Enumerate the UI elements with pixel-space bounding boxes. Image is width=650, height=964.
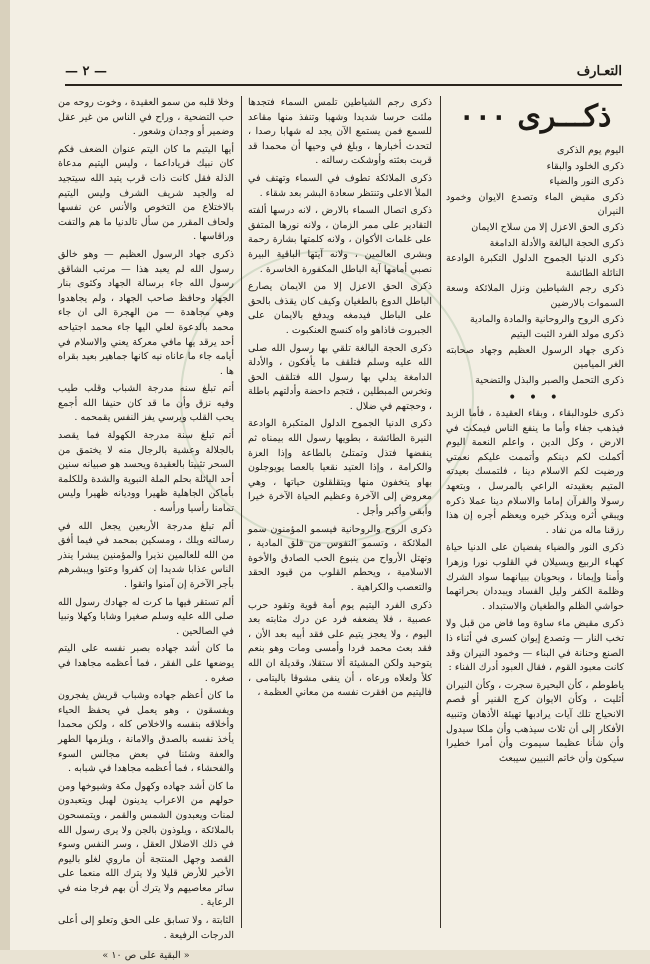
paragraph: ياطوطم ، كأن البحيرة سجرت ، وكأن النيران أثليت ، وكأن الايوان كرج القنير أو قصم الانحياج تلك آيات يرادبها تهيئة الأذهان وتنبيه الأفكار إلى أن ثلاث سيذهب وأن ملكا سيدول وأن شأنا عظيما سيموت وأن أمرا خطيرا سيكون وأن خاتم النبيين سيبعث [446, 679, 624, 764]
article-title: ذكـــرى ٠٠٠ [458, 99, 612, 134]
paragraph: ألم تبلغ مدرجة الأربعين يجعل الله في رسالته ويلك ، ومسكين بمحمد في فيما أفق من الله للعالمين نذيرا والمؤمنين يبشرا ينذر الناس عذابا شديدا إن كفروا وعتوا ويبشرهم بأجر الآخرة إن آمنوا واتقوا . [58, 520, 234, 590]
list-item: ذكرى النور والضياء [549, 176, 624, 188]
left-column [58, 96, 234, 962]
list-item: ذكرى مقيض الماء وتصدع الايوان وخمود النيران [446, 191, 624, 218]
page-header [65, 58, 622, 86]
paragraph: ذكرى الملائكة تطوف في السماء وتهتف في الملأ الاعلى وتنتظر سعادة البشر بعد شقاء . [248, 172, 432, 199]
list-item: ذكرى جهاد الرسول العظيم وجهاد صحابته الغر الميامين [446, 344, 624, 371]
list-item: ذكرى الخلود والبقاء [546, 160, 624, 172]
paragraph: ذكرى الفرد اليتيم يوم أمة قوية وتقود حرب عصبية ، فلا يضعفه فرد عن درك مثابته بعد اليوم ، ولا يعجز يتيم على فقد أبيه بعد الأن ، فقد بعث محمد فردا وأمسى ومات وهو بنعم يتوحيد ولكن المشيئة ألا ستقلا، وقديلة ان الله كلأ ولعلاه ورعاه ، أن ينفى مشوقا باليتامى ، فاليتيم من افقرت نفسه من معاني العظمة ، [248, 599, 432, 699]
list-item: ذكرى رجم الشياطين ونزل الملائكة وسعة السموات بالارضين [446, 283, 624, 309]
list-item: ذكرى الحجة البالغة والأدلة الدامغة [489, 237, 624, 249]
paragraph: أتم تبلغ سنه مدرجة الشباب وقلب طيب وفيه نزق وأن ما قد كان حنيفا الله أجمع يحب القلب ويرسي يفز النفس يقمحمه . [58, 383, 234, 424]
paragraph: ذكرى الروح والروحانية فيسمو المؤمنون سمو الملائكة ، وتسمو النفوس من قلق المادية ، وتهتل الأرواح من ينبوع الحب الصادق والأخوة الاسلامية ، ويحطم القلوب من قيود الحقد والتعصب والكراهية . [248, 523, 432, 593]
paragraph: أتم تبلغ سنة مدرجة الكهولة فما يقصد بالجلالة وعشية بالرجال منه لا يختمق من السحر تثبيتا بالعقيدة ويحسد هو صبيانه سنين أحد الباثلة بحلم الملة النبوية والشدة وللكلمة بأماكن الجاهلية ظهيرا ووديانه ظهيرا وليس تمامنا رأسيا ورأسه . [58, 430, 234, 515]
magazine-title: التعـارف [576, 63, 622, 79]
paragraph: ما كان أشد جهاده وكهول مكة وشيوخها ومن حولهم من الاعراب يدينون لهبل ويتعبدون لمنات ويعبدون الشمس والقمر ، ويتمسحون بالملائكة ، ويلوذون بالجن ولا يرى رسول الله في ذلك الاضلال العقل ، وسر النفس وسوء القصد وجهل المنتجة أن ماروي لغلو باليوم الأخير للأرض قليلا ولا يترك الله منعما على سائر معاصيهم ولا يترك أن بهم فرجا منه في الرعاية . [58, 780, 234, 909]
section-separator: • • • [508, 389, 562, 406]
list-item: ذكرى الروح والروحانية والمادة والمادية [469, 313, 624, 325]
continued-note: « البقية على ص ١٠ » [102, 950, 190, 962]
list-item: ذكرى الدنيا الجموح الدلول التكبرة الوادعة النائلة الطائشة [446, 253, 624, 279]
paragraph: ما كان أعظم جهاده وشباب قريش يفجرون ويفسقون ، وهو يعمل في يحفظ الحياء وأخلاقه بنفسه والاخلاص كله ، ولكن محمدا يأخذ نفسه بالصدق والامانة ، ويلزمها الطهر والعفة وشئنا في بعض مجالس السوء والفحشاء ، فما أعظمه مجاهدا في شبابه . [58, 690, 234, 775]
right-column [446, 96, 624, 928]
paragraph: ذكرى الدنيا الجموح الدلول المتكبرة الوادعة النيرة الطائشة ، بطويها رسول الله بيمناه ثم ينفضها فتذل وتمتلئ بالطاعة وإذا العزة والكرامة ، وإذا العتيد نقعيا بالعصا يويوجلون بهاو يتخفون منها ويتقلقلون حياتها ، وهي معروض إلى الآخرة وعظيم الحياة الآخرة خيرا وأبقى وأكبر وأجل . [248, 418, 432, 518]
middle-column [248, 96, 432, 928]
paragraph: ما كان أشد جهاده بصبر نفسه على اليتم يوضعها على الفقر ، فما أعظمه مجاهدا في صغره . [58, 643, 234, 684]
list-item: ذكرى مولد الفرد الثبت اليتيم [510, 329, 624, 341]
paragraph: ذكرى خلودالبقاء ، وبقاء العقيدة ، فأما الزبد فيذهب جفاء وأما ما ينفع الناس فيمكث في الارض ، وكل الدين ، واعلم النعمة اليوم أكملت لكم دينكم وأتممت عليكم نعمتي ورضيت لكم الاسلام دينا ، فلتمسك بعيدته المتيم بعقيدته الراعي بالمرسل ، وبتعهد رسولا والقرآن إماما والاسلام دينا عملا ذكره ويبقي أثره ويذكر خيره ويعظم أجره إن هذا رزقنا ماله من نفاد . [446, 408, 624, 536]
remembrance-list [446, 144, 624, 389]
paragraph: ذكرى جهاد الرسول العظيم — وهو خالق رسول الله لم يعبد هذا — مرتب الشاقق رسول الله جاء برسالة الجهاد وكثوى بنار الجهاد وحافظ صاحب الجهاد ، ولم يجاهدوا وهي مجاهدة — من الهجرة الى ان جاء محمد بالدعوة لعلي اليها جاء محمد اجتياحه أحد يرقد يها مافي معركة يعني والاسلام في أيامه جاء ما عاناه نيه كانها جماهير بعيد بقراه ها . [58, 248, 234, 377]
paragraph: الثابتة ، ولا تسابق على الحق وتعلو إلى أعلى الدرجات الرفيعة . [58, 915, 234, 941]
paragraph: ألم تستقر فيها ما كرت له جهادك رسول الله صلى الله عليه وسلم صغيرا وشابا وكهلا ونبيا في الصالحين . [58, 596, 234, 637]
list-item: ذكرى الحق الاعزل إلا من سلاح الايمان [471, 221, 624, 233]
paragraph: ذكرى الحجة البالغة تلقي بها رسول الله صلى الله عليه وسلم فتلقف ما يأفكون ، والأدلة الدامغة يدلي بها رسول الله فتلقف الحق وتخرس المبطلين ، فتجم داحضة وأدلتهم باطلة ، وحجتهم في ضلال . [248, 342, 432, 412]
paragraph: وخلا قلبه من سمو العقيدة ، وخوت روحه من حب التضحية ، وراح في الناس من غير عقل وضمير أو وجدان وشعور . [58, 97, 234, 138]
paragraph: أيها اليتيم ما كان اليتم عنوان الضعف فكم كان نبيك فرياداعما ، وليس اليتيم مدعاة الذلة فقل كانت ذات قرب يتيد الله سيتجيد له والجيد شريف الشرف وليس اليتيم بالاختلاع من التخوص والأنس عن نفسها ولحاف المقرر من سأل تالدنيا ما هم والتفت وراقاسها . [58, 143, 234, 243]
list-item: ذكرى التحمل والصبر والبذل والتضحية [475, 374, 624, 386]
paragraph: ذكرى اتصال السماء بالارض ، لانه درسها ألفته التقادير على ممر الزمان ، ولانه نورها المتفق على غلمات الأكوان ، ولانه كلمتها بشارة رحمة وبشرى العالمين ، ولانه آيتها الباقية البيرة نصبي أمامها آية الباطل المكفورة الخاسرة . [248, 205, 432, 275]
paragraph: ذكرى مقيض ماء ساوة وما فاض من قبل ولا تخب النار — وتصدع إيوان كسرى في أثناء ذا الصنع وحنانة في البناء — وخمود النيران وقد كانت معبود القوم ، فقال العبود أدرك الفناء : [446, 618, 624, 674]
paragraph: ذكرى رجم الشياطين تلمس السماء فتجدها ملئت حرسا شديدا وشهبا وتنفذ منها مقاعد للسمع فمن يستمع الآن يجد له شهابا رصدا ، لتحدث أخبارها ، وبلغ في وحيها أن محمدا قد قربت بعثته وأوشكت رسالته . [248, 97, 432, 167]
paragraph: ذكرى الحق الاعزل إلا من الايمان يصارع الباطل الدوع بالطغيان وكيف كان يقذف بالحق على الباطل فيدمغه ويدفع بالايمان على الجبروت فاذاهو واه كنسج العنكبوت . [248, 281, 432, 336]
paragraph: ذكرى النور والضياء يفضيان على الدنيا حياة كهباء الربيع ويسيلان في القلوب نورا وزهرا وأمنا وإيمانا ، وبحويان ببيانهما سواد الشرك وظلمة الكفر وليل الفساد ويبددان بحراتهما حواشي الظلم والطغيان والاستبداد . [446, 542, 624, 612]
page-number: — ٢ — [65, 63, 108, 79]
column-divider [440, 96, 441, 928]
list-item: اليوم يوم الذكرى [556, 145, 624, 156]
column-divider [241, 96, 242, 928]
